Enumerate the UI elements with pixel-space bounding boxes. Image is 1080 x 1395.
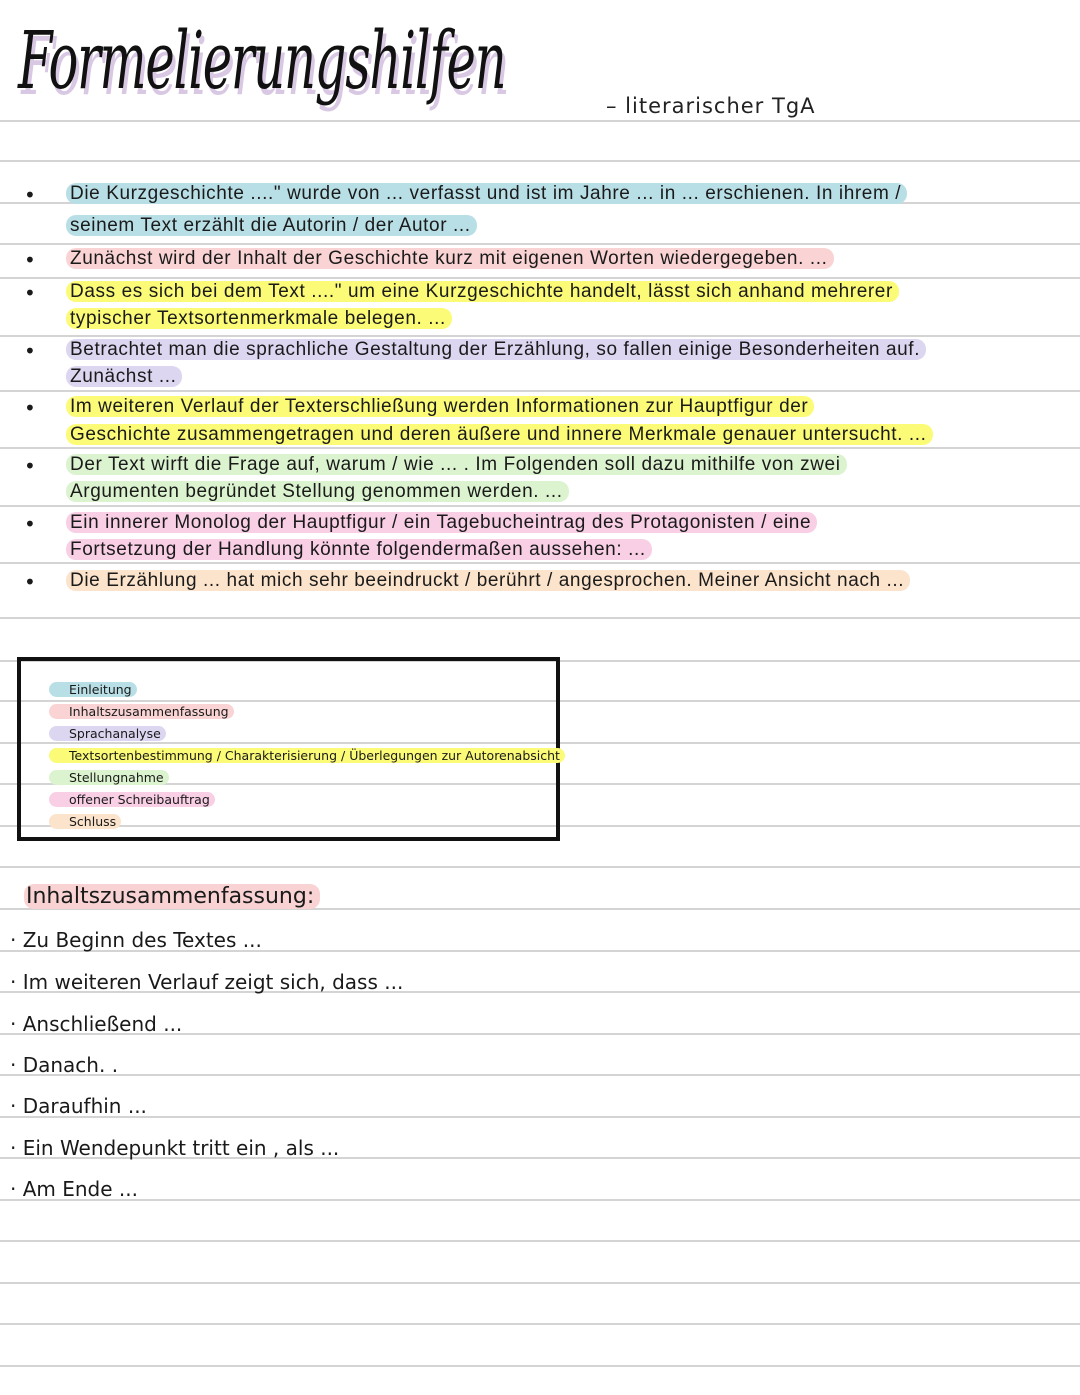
ruled-line	[0, 505, 1080, 507]
phrase-text: Die Erzählung ... hat mich sehr beeindruckt / berührt / angesprochen. Meiner Ansicht nach ...	[66, 570, 910, 591]
ruled-line	[0, 160, 1080, 162]
page-title: Formelierungshilfen	[18, 14, 506, 107]
bullet-icon: ·	[10, 928, 23, 952]
ruled-line	[0, 1199, 1080, 1201]
legend-label: Stellungnahme	[49, 770, 169, 785]
phrase-text: seinem Text erzählt die Autorin / der Autor ...	[66, 215, 477, 236]
ruled-line	[0, 866, 1080, 868]
bullet-icon: ·	[10, 1012, 23, 1036]
bullet-icon: ·	[10, 1136, 23, 1160]
phrase-text: Betrachtet man die sprachliche Gestaltung der Erzählung, so fallen einige Besonderheiten auf.	[66, 339, 926, 360]
summary-text: Im weiteren Verlauf zeigt sich, dass ...	[22, 970, 404, 994]
legend-item	[49, 770, 169, 785]
phrase-line	[66, 213, 477, 239]
ruled-line	[0, 1323, 1080, 1325]
phrase-text: Im weiteren Verlauf der Texterschließung werden Informationen zur Hauptfigur der	[66, 396, 814, 417]
bullet-icon: •	[24, 570, 36, 594]
legend-item	[49, 814, 121, 829]
legend-label: Schluss	[49, 814, 121, 829]
color-legend-box	[17, 657, 560, 841]
legend-item	[49, 726, 166, 741]
bullet-icon: •	[24, 339, 36, 363]
ruled-line	[0, 617, 1080, 619]
ruled-line	[0, 1074, 1080, 1076]
phrase-line	[66, 479, 569, 505]
summary-item	[10, 970, 403, 994]
bullet-icon: •	[24, 396, 36, 420]
bullet-icon: ·	[10, 970, 23, 994]
bullet-icon: •	[24, 512, 36, 536]
ruled-line	[0, 1240, 1080, 1242]
legend-label: Inhaltszusammenfassung	[49, 704, 234, 719]
phrase-line	[66, 510, 817, 536]
summary-text: Danach. .	[22, 1053, 119, 1077]
phrase-line	[66, 452, 847, 478]
phrase-text: Dass es sich bei dem Text ...." um eine Kurzgeschichte handelt, lässt sich anhand mehrerer	[66, 281, 899, 302]
phrase-text: Der Text wirft die Frage auf, warum / wie ... . Im Folgenden soll dazu mithilfe von zwei	[66, 454, 847, 475]
phrase-line	[66, 394, 814, 420]
summary-text: Daraufhin ...	[22, 1094, 147, 1118]
phrase-text: Fortsetzung der Handlung könnte folgendermaßen aussehen: ...	[66, 539, 652, 560]
summary-text: Zu Beginn des Textes ...	[22, 928, 262, 952]
summary-heading-text: Inhaltszusammenfassung:	[24, 884, 320, 909]
ruled-line	[0, 120, 1080, 122]
bullet-icon: ·	[10, 1053, 23, 1077]
bullet-icon: •	[24, 248, 36, 272]
legend-label: offener Schreibauftrag	[49, 792, 215, 807]
phrase-line	[66, 568, 910, 594]
ruled-line	[0, 390, 1080, 392]
summary-item	[10, 1012, 182, 1036]
phrase-line	[66, 422, 933, 448]
phrase-line	[66, 279, 899, 305]
summary-heading	[24, 884, 320, 909]
phrase-line	[66, 181, 907, 207]
phrase-line	[66, 306, 452, 332]
legend-item	[49, 748, 565, 763]
legend-label: Einleitung	[49, 682, 137, 697]
summary-item	[10, 928, 262, 952]
ruled-line	[0, 1365, 1080, 1367]
phrase-text: Die Kurzgeschichte ...." wurde von ... verfasst und ist im Jahre ... in ... erschienen. In ihrem /	[66, 183, 907, 204]
ruled-line	[0, 1116, 1080, 1118]
summary-text: Ein Wendepunkt tritt ein , als ...	[22, 1136, 340, 1160]
summary-item	[10, 1094, 147, 1118]
phrase-text: Zunächst ...	[66, 366, 182, 387]
phrase-line	[66, 537, 652, 563]
phrase-text: Ein innerer Monolog der Hauptfigur / ein Tagebucheintrag des Protagonisten / eine	[66, 512, 817, 533]
legend-item	[49, 792, 215, 807]
phrase-text: typischer Textsortenmerkmale belegen. ...	[66, 308, 452, 329]
phrase-text: Geschichte zusammengetragen und deren äußere und innere Merkmale genauer untersucht. ...	[66, 424, 933, 445]
bullet-icon: ·	[10, 1177, 23, 1201]
page-subtitle: – literarischer TgA	[606, 94, 816, 118]
summary-item	[10, 1053, 118, 1077]
summary-text: Anschließend ...	[22, 1012, 183, 1036]
ruled-line	[0, 1282, 1080, 1284]
phrase-line	[66, 364, 182, 390]
phrase-line	[66, 337, 926, 363]
legend-label: Sprachanalyse	[49, 726, 166, 741]
bullet-icon: •	[24, 454, 36, 478]
bullet-icon: •	[24, 281, 36, 305]
legend-label: Textsortenbestimmung / Charakterisierung / Überlegungen zur Autorenabsicht	[49, 748, 565, 763]
phrase-line	[66, 246, 834, 272]
bullet-icon: •	[24, 183, 36, 207]
legend-item	[49, 704, 234, 719]
summary-item	[10, 1136, 339, 1160]
legend-item	[49, 682, 137, 697]
summary-text: Am Ende ...	[22, 1177, 138, 1201]
phrase-text: Argumenten begründet Stellung genommen werden. ...	[66, 481, 569, 502]
bullet-icon: ·	[10, 1094, 23, 1118]
summary-item	[10, 1177, 138, 1201]
phrase-text: Zunächst wird der Inhalt der Geschichte kurz mit eigenen Worten wiedergegeben. ...	[66, 248, 834, 269]
ruled-line	[0, 243, 1080, 245]
